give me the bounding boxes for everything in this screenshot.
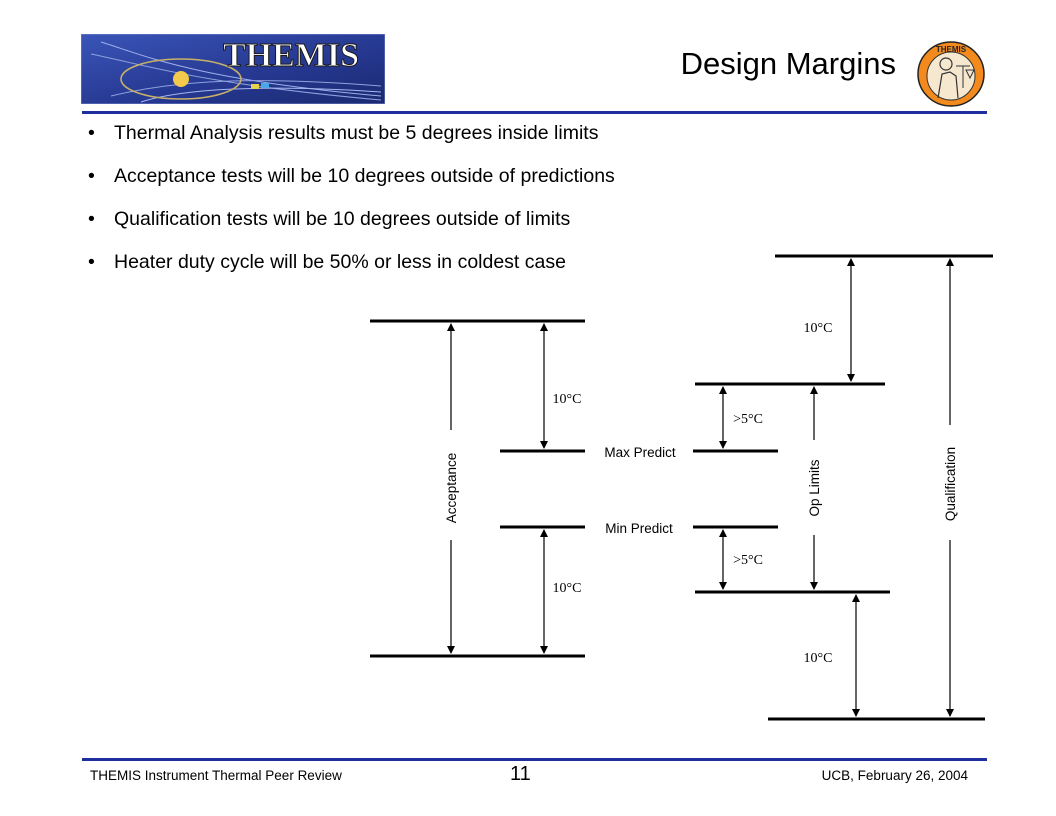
qualification-label: Qualification [943, 446, 958, 522]
margin-arrows [451, 259, 950, 716]
bullet-item: • Thermal Analysis results must be 5 degrees inside limits [88, 122, 599, 144]
min-predict-label: Min Predict [605, 521, 673, 536]
bullet-item: • Qualification tests will be 10 degrees outside of limits [88, 208, 571, 230]
acc-upper-margin-label: 10°C [552, 392, 582, 407]
qual-upper-margin-label: 10°C [803, 321, 833, 336]
bullet-item: • Heater duty cycle will be 50% or less in coldest case [88, 251, 566, 273]
footer-date: UCB, February 26, 2004 [821, 768, 968, 783]
seal-text: THEMIS [935, 45, 967, 54]
qual-lower-margin-label: 10°C [803, 651, 833, 666]
footer-rule [82, 758, 987, 761]
op-limits-label: Op Limits [807, 459, 822, 517]
page-title: Design Margins [680, 46, 896, 81]
op-upper-margin-label: >5°C [733, 412, 763, 427]
acceptance-label: Acceptance [444, 452, 459, 524]
footer-title: THEMIS Instrument Thermal Peer Review [90, 768, 342, 783]
bullet-item: • Acceptance tests will be 10 degrees outside of predictions [88, 165, 615, 187]
level-lines [370, 256, 993, 719]
acc-lower-margin-label: 10°C [552, 581, 582, 596]
page-number: 11 [510, 763, 531, 785]
op-lower-margin-label: >5°C [733, 553, 763, 568]
max-predict-label: Max Predict [604, 445, 676, 460]
logo-wordmark: THEMIS [223, 37, 360, 74]
